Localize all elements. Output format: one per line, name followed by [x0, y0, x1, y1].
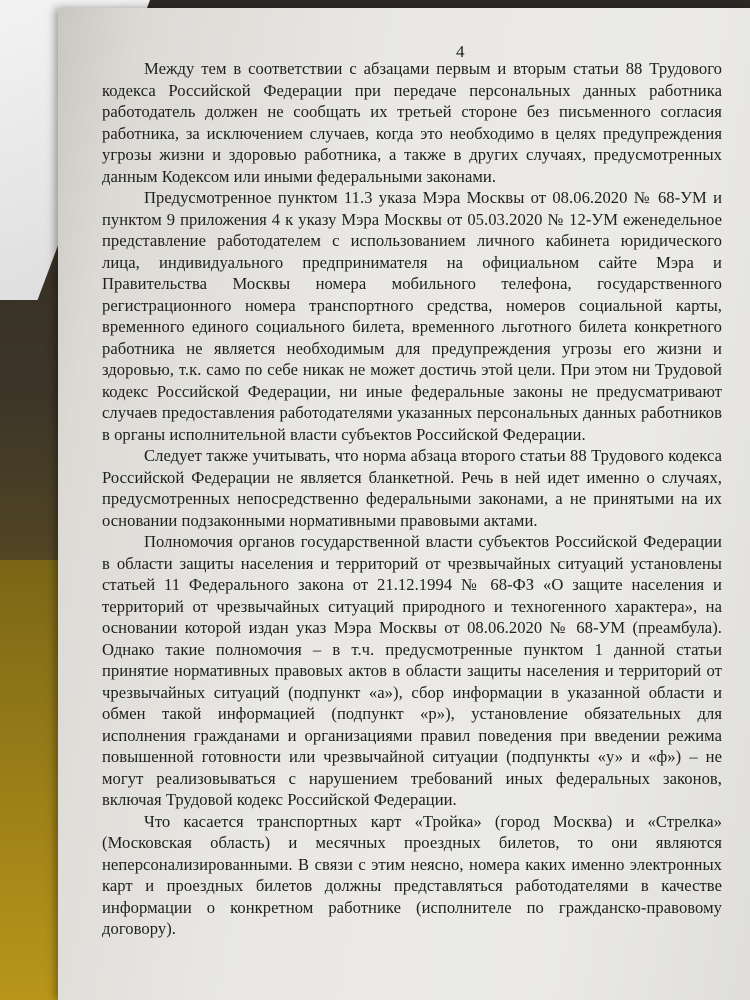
paragraph-mayor-decree-reporting: Предусмотренное пунктом 11.3 указа Мэра Москвы от 08.06.2020 № 68-УМ и пунктом 9 приложения 4 к указу Мэра Москвы от 05.03.2020 № 12-УМ еженедельное представление работодателем с использованием личного кабинета юридического лица, индивидуального предпринимателя на официальном сайте Мэра и Правительства Москвы номера мобильного телефона, государственного регистрационного номера транспортного средства, номеров социальной карты, временного единого социального билета, временного льготного билета конкретного работника не является необходимым для предупреждения угрозы его жизни и здоровью, т.к. само по себе никак не может достичь этой цели. При этом ни Трудовой кодекс Российской Федерации, ни иные федеральные законы не предусматривают случаев предоставления работодателями указанных персональных данных работников в органы исполнительной власти субъектов Российской Федерации.: [102, 188, 722, 444]
paragraph-transport-cards: Что касается транспортных карт «Тройка» (город Москва) и «Стрелка» (Московская область) и месячных проездных билетов, то они являются неперсонализированными. В связи с этим неясно, номера каких именно электронных карт и проездных билетов должны представляться работодателями в качестве информации о конкретном работнике (исполнителе по гражданско-правовому договору).: [102, 811, 722, 938]
paragraph-confidentiality-art88: Между тем в соответствии с абзацами первым и вторым статьи 88 Трудового кодекса Российской Федерации при передаче персональных данных работника работодатель должен не сообщать их третьей стороне без письменного согласия работника, за исключением случаев, когда это необходимо в целях предупреждения угрозы жизни и здоровью работника, а также в других случаях, предусмотренных данным Кодексом или иными федеральными законами.: [102, 59, 722, 186]
document-body: [102, 58, 722, 940]
paragraph-regional-powers: Полномочия органов государственной власти субъектов Российской Федерации в области защиты населения и территорий от чрезвычайных ситуаций установлены статьей 11 Федерального закона от 21.12.1994 № 68-ФЗ «О защите населения и территорий от чрезвычайных ситуаций природного и техногенного характера», на основании которой издан указ Мэра Москвы от 08.06.2020 № 68-УМ (преамбула). Однако такие полномочия – в т.ч. предусмотренные пунктом 1 данной статьи принятие нормативных правовых актов в области защиты населения и территорий от чрезвычайных ситуаций (подпункт «а»), сбор информации в указанной области и обмен такой информацией (подпункт «р»), установление обязательных для исполнения гражданами и организациями правил поведения при введении режима повышенной готовности или чрезвычайной ситуации (подпункты «у» и «ф») – не могут реализовываться с нарушением требований иных федеральных законов, включая Трудовой кодекс Российской Федерации.: [102, 532, 722, 809]
page-number: 4: [456, 42, 465, 61]
yellow-folder-edge: [0, 560, 60, 1000]
paragraph-blanket-norm: Следует также учитывать, что норма абзаца второго статьи 88 Трудового кодекса Российской Федерации не является бланкетной. Речь в ней идет именно о случаях, предусмотренных непосредственно федеральными законами, а не принятыми на их основании подзаконными нормативными правовыми актами.: [102, 446, 722, 530]
